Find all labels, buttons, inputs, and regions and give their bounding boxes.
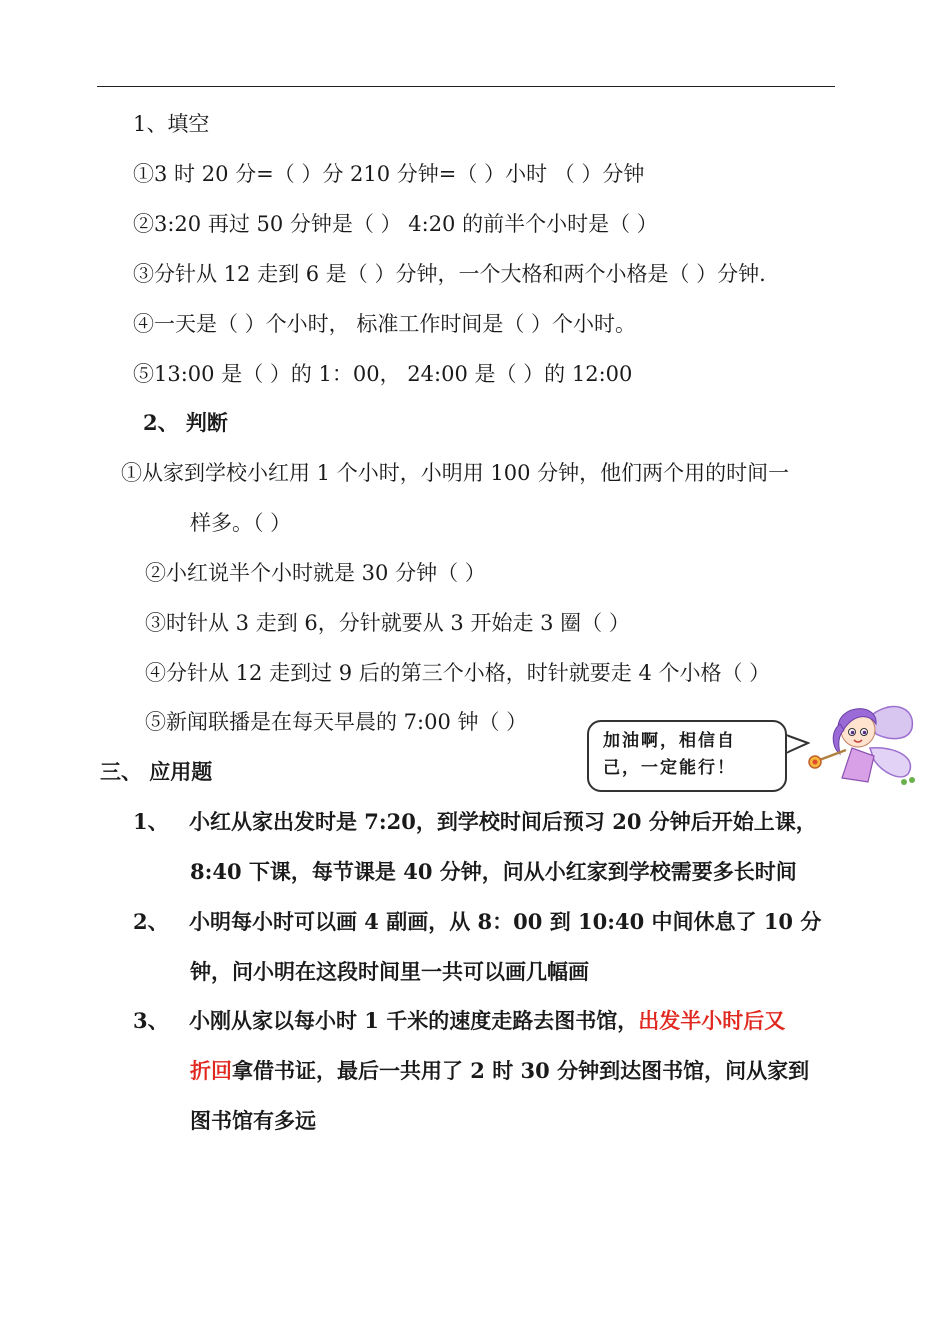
problem-3-line-2	[190, 1057, 809, 1085]
header-rule	[97, 86, 835, 87]
fill-question-2: ②3:20 再过 50 分钟是（ ） 4:20 的前半个小时是（ ）	[133, 212, 658, 236]
problem-2-line-1	[133, 908, 821, 936]
problem-3-number: 3、	[133, 1008, 169, 1033]
problem-3-text-b: 拿借书证，最后一共用了 2 时 30 分钟到达图书馆，问从家到	[232, 1058, 810, 1083]
problem-2-text-a: 小明每小时可以画 4 副画，从 8：00 到 10:40 中间休息了 10 分	[189, 909, 822, 934]
problem-3-highlight-a: 出发半小时后又	[638, 1008, 786, 1033]
problem-1-number: 1、	[133, 809, 169, 834]
fill-heading: 1、填空	[133, 112, 210, 136]
problem-3-highlight-b: 折回	[190, 1058, 232, 1083]
problem-2-number: 2、	[133, 909, 169, 934]
judge-question-5: ⑤新闻联播是在每天早晨的 7:00 钟（ ）	[145, 710, 528, 734]
problem-1-line-1	[133, 808, 817, 836]
fill-question-3: ③分针从 12 走到 6 是（ ）分钟，一个大格和两个小格是（ ）分钟.	[133, 262, 766, 286]
problem-3-line-1	[133, 1007, 785, 1035]
problem-1-text-a: 小红从家出发时是 7:20，到学校时间后预习 20 分钟后开始上课，	[189, 809, 817, 834]
fairy-cartoon-icon	[808, 698, 920, 788]
problem-3-text-a: 小刚从家以每小时 1 千米的速度走路去图书馆，	[189, 1008, 639, 1033]
fill-question-5: ⑤13:00 是（ ）的 1：00， 24:00 是（ ）的 12:00	[133, 362, 633, 386]
judge-question-4: ④分针从 12 走到过 9 后的第三个小格，时针就要走 4 个小格（ ）	[145, 661, 771, 685]
apply-heading: 三、 应用题	[100, 759, 213, 784]
fill-question-1: ①3 时 20 分=（ ）分 210 分钟=（ ）小时 （ ）分钟	[133, 162, 645, 186]
bubble-line-2: 己，一定能行！	[603, 758, 736, 778]
judge-question-1: ①从家到学校小红用 1 个小时，小明用 100 分钟，他们两个用的时间一	[121, 461, 790, 485]
problem-1-line-2: 8:40 下课，每节课是 40 分钟，问从小红家到学校需要多长时间	[190, 859, 797, 884]
judge-question-2: ②小红说半个小时就是 30 分钟（ ）	[145, 561, 486, 585]
judge-heading: 2、 判断	[143, 410, 228, 435]
judge-question-1-cont: 样多。（ ）	[190, 511, 292, 535]
problem-3-line-3: 图书馆有多远	[190, 1108, 316, 1133]
judge-question-3: ③时针从 3 走到 6，分针就要从 3 开始走 3 圈（ ）	[145, 611, 630, 635]
encouragement-bubble	[587, 720, 787, 792]
bubble-line-1: 加油啊，相信自	[603, 731, 736, 751]
problem-2-line-2: 钟，问小明在这段时间里一共可以画几幅画	[190, 959, 589, 984]
fill-question-4: ④一天是（ ）个小时， 标准工作时间是（ ）个小时。	[133, 312, 637, 336]
